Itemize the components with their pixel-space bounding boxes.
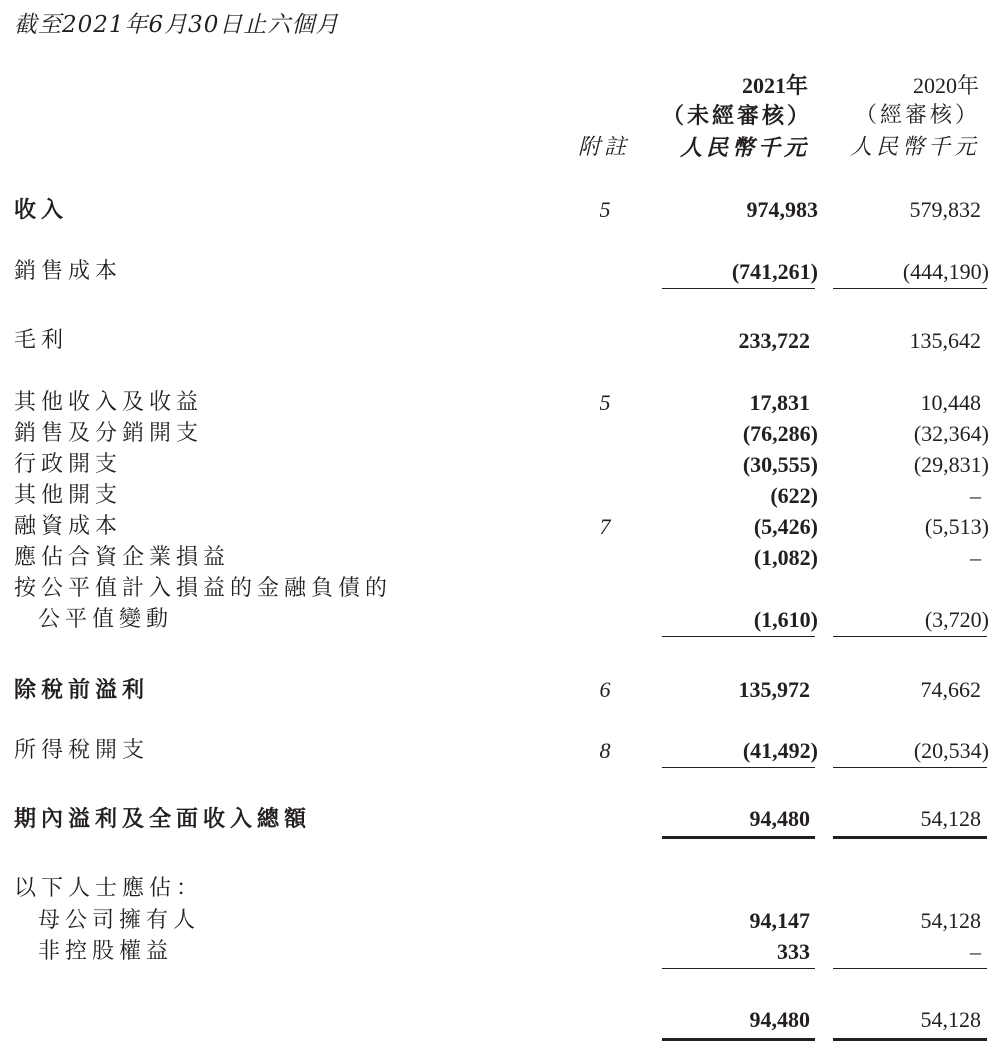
col1-unit: 人民幣千元	[679, 135, 810, 161]
total-rule-c1	[662, 836, 815, 839]
subtotal-rule-c2	[833, 968, 987, 969]
subtotal-rule-c2	[833, 288, 987, 289]
row-c2-cost-of-sales: (444,190)	[902, 259, 989, 284]
row-label-profit-before-tax: 除稅前溢利	[14, 677, 150, 703]
row-label-selling-expenses: 銷售及分銷開支	[14, 421, 204, 446]
row-c2-income-tax: (20,534)	[913, 738, 989, 763]
row-c1-cost-of-sales: (741,261)	[731, 259, 818, 284]
row-label-income-tax: 所得稅開支	[14, 738, 150, 763]
row-note-profit-before-tax: 6	[599, 677, 611, 702]
total-rule-c2	[833, 836, 987, 839]
row-c1-owners-of-parent: 94,147	[749, 908, 810, 933]
row-c1-grand-total: 94,480	[749, 1007, 810, 1032]
subtotal-rule-c2	[833, 767, 987, 768]
subtotal-rule-c1	[662, 968, 815, 969]
row-c2-non-controlling-interests: –	[970, 939, 981, 964]
row-label-share-of-jv: 應佔合資企業損益	[14, 545, 231, 570]
statement-period-subtitle: 截至2021年6月30日止六個月	[14, 12, 340, 38]
row-c1-profit-before-tax: 135,972	[738, 677, 810, 702]
row-c1-other-expenses: (622)	[770, 483, 818, 508]
row-label-non-controlling-interests: 非控股權益	[38, 939, 174, 964]
row-note-income-tax: 8	[599, 738, 611, 763]
row-c2-other-expenses: –	[970, 483, 981, 508]
row-label-fair-value-change: 按公平值計入損益的金融負債的	[14, 576, 393, 601]
row-note-revenue: 5	[599, 197, 611, 222]
row-label-other-income: 其他收入及收益	[14, 390, 204, 415]
row-c2-finance-costs: (5,513)	[924, 514, 989, 539]
row-label-admin-expenses: 行政開支	[14, 452, 123, 477]
col2-status: （經審核）	[854, 103, 980, 128]
row-c1-share-of-jv: (1,082)	[753, 545, 818, 570]
row-c2-profit-before-tax: 74,662	[920, 677, 981, 702]
row-c2-gross-profit: 135,642	[909, 328, 981, 353]
row-c2-admin-expenses: (29,831)	[913, 452, 989, 477]
subtotal-rule-c2	[833, 636, 987, 637]
row-c2-share-of-jv: –	[970, 545, 981, 570]
col1-status: （未經審核）	[661, 103, 812, 129]
subtotal-rule-c1	[662, 288, 815, 289]
row-c2-grand-total: 54,128	[920, 1007, 981, 1032]
row-c1-total-comprehensive-income: 94,480	[749, 806, 810, 831]
row-c1-other-income: 17,831	[749, 390, 810, 415]
row-label-other-expenses: 其他開支	[14, 483, 123, 508]
row-c2-other-income: 10,448	[920, 390, 981, 415]
row-c2-fair-value-change: (3,720)	[924, 607, 989, 632]
row-c1-revenue: 974,983	[746, 197, 818, 222]
row-label-attributable-to: 以下人士應佔：	[14, 876, 204, 901]
total-rule-c1	[662, 1038, 815, 1041]
row-note-finance-costs: 7	[599, 514, 611, 539]
row-c1-selling-expenses: (76,286)	[742, 421, 818, 446]
row-label-fair-value-change-cont: 公平值變動	[38, 607, 174, 632]
row-note-other-income: 5	[599, 390, 611, 415]
row-label-gross-profit: 毛利	[14, 328, 69, 353]
row-c1-fair-value-change: (1,610)	[753, 607, 818, 632]
row-c1-non-controlling-interests: 333	[777, 939, 810, 964]
row-label-cost-of-sales: 銷售成本	[14, 259, 123, 284]
row-c1-finance-costs: (5,426)	[753, 514, 818, 539]
total-rule-c2	[833, 1038, 987, 1041]
row-c2-revenue: 579,832	[909, 197, 981, 222]
row-c1-admin-expenses: (30,555)	[742, 452, 818, 477]
col2-unit: 人民幣千元	[849, 135, 980, 160]
subtotal-rule-c1	[662, 636, 815, 637]
row-label-owners-of-parent: 母公司擁有人	[38, 908, 201, 933]
row-label-total-comprehensive-income: 期內溢利及全面收入總額	[14, 806, 312, 832]
subtotal-rule-c1	[662, 767, 815, 768]
row-label-finance-costs: 融資成本	[14, 514, 123, 539]
row-c1-gross-profit: 233,722	[738, 328, 810, 353]
col1-year: 2021年	[741, 73, 808, 98]
row-c2-owners-of-parent: 54,128	[920, 908, 981, 933]
row-c1-income-tax: (41,492)	[742, 738, 818, 763]
row-c2-total-comprehensive-income: 54,128	[920, 806, 981, 831]
row-c2-selling-expenses: (32,364)	[913, 421, 989, 446]
col2-year: 2020年	[912, 73, 979, 98]
note-column-header: 附註	[578, 135, 631, 160]
row-label-revenue: 收入	[14, 197, 69, 223]
